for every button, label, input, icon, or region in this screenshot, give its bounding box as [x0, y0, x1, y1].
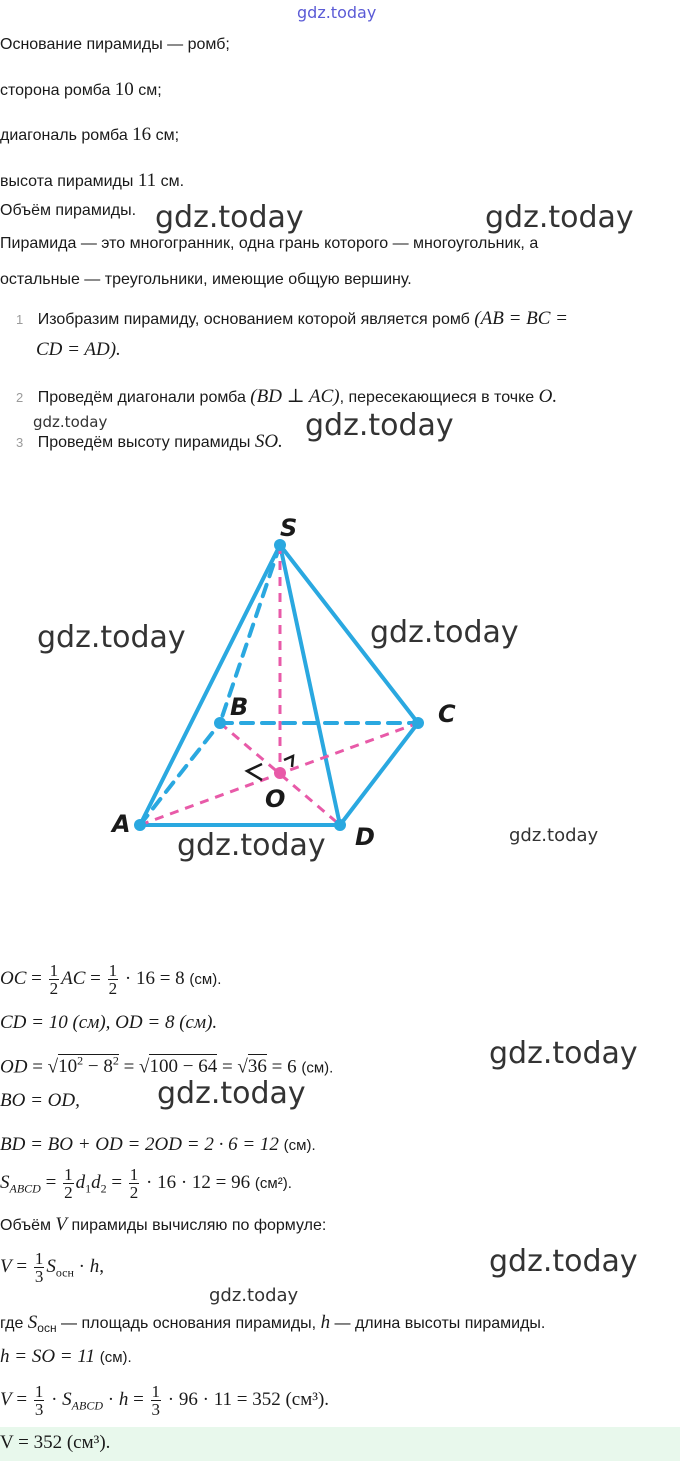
watermark: gdz.today: [489, 1244, 638, 1279]
watermark: gdz.today: [305, 408, 454, 443]
find-label: Объём пирамиды.: [0, 202, 137, 219]
solution-line-3: OD = $√10^2 - 8^2 = √100 - 64 = √36 = 6$ (см).: [0, 1054, 334, 1078]
step-number: 2: [16, 390, 24, 405]
watermark: gdz.today: [509, 825, 599, 846]
step-2: 2 Проведём диагонали ромба (BD ⊥ AC), пересекающиеся в точке O.: [16, 386, 558, 407]
solution-line-7: Объём V пирамиды вычисляю по формуле:: [0, 1214, 327, 1235]
watermark: gdz.today: [489, 1036, 638, 1071]
step-number: 1: [16, 312, 24, 327]
solution-line-2: CD = 10 (см), OD = 8 (см).: [0, 1012, 218, 1033]
edge-SA: [140, 545, 280, 825]
step-1: 1 Изобразим пирамиду, основанием которой является ромб (AB = BC =: [16, 308, 568, 329]
watermark: gdz.today: [370, 615, 519, 650]
step-3: 3 Проведём высоту пирамиды SO.: [16, 431, 283, 452]
label-O: O: [265, 785, 286, 813]
watermark: gdz.today: [177, 828, 326, 863]
label-A: A: [112, 810, 131, 838]
label-S: S: [280, 514, 298, 542]
label-C: C: [438, 700, 456, 728]
edge-AB: [140, 723, 220, 825]
label-D: D: [355, 823, 375, 851]
step-1-continued: CD = AD).: [36, 339, 121, 360]
watermark: gdz.today: [37, 620, 186, 655]
watermark: gdz.today: [209, 1285, 299, 1306]
solution-line-4: BO = OD,: [0, 1090, 80, 1111]
given-side: сторона ромба 10 см;: [0, 79, 162, 100]
definition-line-1: Пирамида — это многогранник, одна грань которого — многоугольник, а: [0, 235, 539, 252]
given-base: Основание пирамиды — ромб;: [0, 36, 230, 53]
answer: V = 352 (см³).: [0, 1432, 111, 1453]
given-diagonal: диагональ ромба 16 см;: [0, 124, 180, 145]
watermark: gdz.today: [485, 200, 634, 235]
definition-line-2: остальные — треугольники, имеющие общую вершину.: [0, 271, 412, 288]
solution-line-6: $S_{ABCD}$ = $\frac{1}{2}$ $d_1d_2$ = $\frac{1}{2}$ · 16 · 12 = 96 (см²).: [0, 1165, 292, 1202]
watermark: gdz.today: [33, 413, 108, 431]
solution-line-9: где $S_{осн}$ — площадь основания пирамиды, h — длина высоты пирамиды.: [0, 1312, 546, 1336]
label-B: B: [230, 693, 249, 721]
pyramid-figure: [0, 500, 680, 880]
volume-formula: V = $\frac{1}{3}$ $S_{осн} \cdot h$,: [0, 1249, 104, 1286]
given-height: высота пирамиды 11 см.: [0, 170, 185, 191]
right-angle-mark: [247, 764, 262, 780]
solution-line-5: BD = BO + OD = 2OD = 2 · 6 = 12 (см).: [0, 1134, 316, 1155]
edge-SB: [220, 545, 280, 723]
watermark: gdz.today: [155, 200, 304, 235]
edge-SD: [280, 545, 340, 825]
solution-line-10: h = SO = 11 (см).: [0, 1346, 132, 1367]
right-angle-mark: [284, 756, 293, 767]
step-number: 3: [16, 435, 24, 450]
solution-line-11: V = $\frac{1}{3}$ · $S_{ABCD} \cdot h$ = $\frac{1}{3}$ · 96 · 11 = 352 (см³).: [0, 1382, 330, 1419]
watermark: gdz.today: [157, 1076, 306, 1111]
solution-line-1: OC = $\frac{1}{2}$ AC = $\frac{1}{2}$ · 16 = 8 (см).: [0, 961, 222, 998]
watermark-top: gdz.today: [297, 3, 377, 22]
edge-DC: [340, 723, 418, 825]
